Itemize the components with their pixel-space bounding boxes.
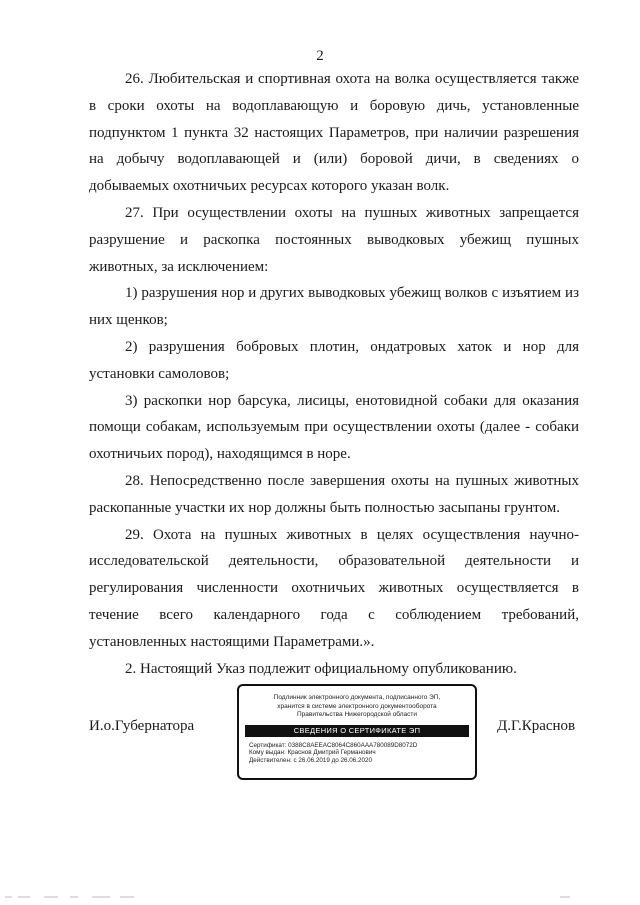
list-item-3: 3) раскопки нор барсука, лисицы, енотовидной собаки для оказания помощи собакам, используемым при осуществлении охоты (далее - собаки охотничьих пород), находящимся в норе. <box>89 392 579 463</box>
stamp-notice-line: Подлинник электронного документа, подписанного ЭП, <box>273 694 441 701</box>
certificate-details <box>249 742 475 765</box>
paragraph-29: 29. Охота на пушных животных в целях осуществления научно-исследовательской деятельности, образовательной деятельности и регулирования численности охотничьих животных осуществляется в течение всего календарного года с соблюдением требований, установленных настоящими Параметрами.». <box>89 526 579 650</box>
certificate-number: Сертификат: 0388C8AEEAC8064C860AAA780089D8072D <box>249 741 418 749</box>
paragraph-28: 28. Непосредственно после завершения охоты на пушных животных раскопанные участки их нор должны быть полностью засыпаны грунтом. <box>89 472 579 516</box>
certificate-validity: Действителен: с 26.06.2019 до 26.06.2020 <box>249 756 373 764</box>
paragraph-27: 27. При осуществлении охоты на пушных животных запрещается разрушение и раскопка постоянных выводковых убежищ пушных животных, за исключением: <box>89 204 579 275</box>
stamp-notice-line: хранится в системе электронного документооборота <box>277 702 437 710</box>
list-item-1: 1) разрушения нор и других выводковых убежищ волков с изъятием из них щенков; <box>89 285 579 329</box>
clause-2-publication: 2. Настоящий Указ подлежит официальному опубликованию. <box>125 660 517 677</box>
stamp-notice <box>239 694 475 720</box>
stamp-notice-line: Правительства Нижегородской области <box>296 711 418 719</box>
document-body <box>89 66 579 682</box>
page-number: 2 <box>316 48 324 64</box>
stamp-banner: СВЕДЕНИЯ О СЕРТИФИКАТЕ ЭП <box>245 725 469 737</box>
electronic-signature-stamp <box>237 684 477 780</box>
signatory-name: Д.Г.Краснов <box>497 718 576 734</box>
paragraph-26: 26. Любительская и спортивная охота на волка осуществляется также в сроки охоты на водоплавающую и боровую дичь, установленные подпунктом 1 пункта 32 настоящих Параметров, при наличии разрешения на добычу водоплавающей и (или) боровой дичи, в сведениях о добываемых охотничьих ресурсах которого указан волк. <box>89 71 579 195</box>
signatory-position: И.о.Губернатора <box>89 718 195 734</box>
list-item-2: 2) разрушения бобровых плотин, ондатровых хаток и нор для установки самоловов; <box>89 338 579 382</box>
signature-block <box>0 680 640 790</box>
scan-artifact-marks <box>0 895 640 899</box>
certificate-owner: Кому выдан: Краснов Дмитрий Германович <box>249 749 376 757</box>
